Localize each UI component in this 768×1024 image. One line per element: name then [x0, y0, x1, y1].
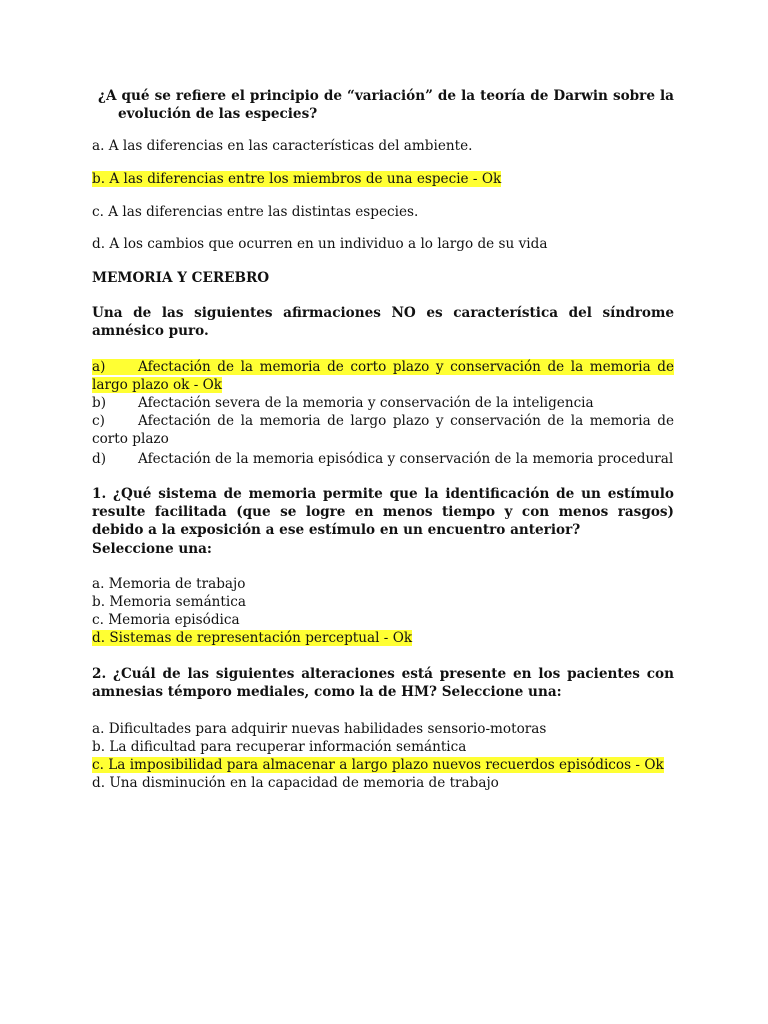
section-title: MEMORIA Y CEREBRO [92, 270, 270, 286]
option-label: c) [92, 413, 105, 429]
option-1-d [92, 629, 412, 647]
option-text: Afectación de la memoria episódica y conservación de la memoria procedural [138, 451, 674, 467]
highlight-correct: d. Sistemas de representación perceptual - Ok [92, 630, 413, 646]
option-2-b: b. La dificultad para recuperar información semántica [92, 739, 467, 755]
option-text: Afectación severa de la memoria y conservación de la inteligencia [138, 395, 594, 411]
question-amnesic: Una de las siguientes afirmaciones NO es característica del síndrome amnésico puro. [92, 305, 674, 339]
option-amnesic-a [92, 358, 674, 394]
option-amnesic-b [92, 394, 674, 412]
question-darwin: ¿A qué se refiere el principio de “variación” de la teoría de Darwin sobre la evolución de las especies? [98, 88, 674, 122]
option-1-b: b. Memoria semántica [92, 594, 246, 610]
question-1-prompt: Seleccione una: [92, 541, 212, 557]
option-text: Afectación de la memoria de largo plazo y conservación de la memoria de corto plazo [92, 413, 674, 447]
option-1-c: c. Memoria episódica [92, 612, 240, 628]
question-1: 1. ¿Qué sistema de memoria permite que la identificación de un estímulo resulte facilitada (que se logre en menos tiempo y con menos rasgos) debido a la exposición a ese estímulo en un encuentro anterior? [92, 486, 674, 538]
highlight-correct: c. La imposibilidad para almacenar a largo plazo nuevos recuerdos episódicos - Ok [92, 757, 664, 773]
option-darwin-b [92, 170, 501, 188]
option-darwin-d: d. A los cambios que ocurren en un individuo a lo largo de su vida [92, 236, 548, 252]
option-2-d: d. Una disminución en la capacidad de memoria de trabajo [92, 775, 499, 791]
option-darwin-a: a. A las diferencias en las características del ambiente. [92, 138, 473, 154]
question-2: 2. ¿Cuál de las siguientes alteraciones está presente en los pacientes con amnesias témporo mediales, como la de HM? Seleccione una: [92, 666, 674, 700]
option-amnesic-d [92, 450, 674, 468]
option-text: Afectación de la memoria de corto plazo y conservación de la memoria de largo plazo ok - Ok [92, 359, 674, 393]
option-label: d) [92, 451, 107, 467]
option-darwin-c: c. A las diferencias entre las distintas especies. [92, 204, 419, 220]
option-1-a: a. Memoria de trabajo [92, 576, 246, 592]
option-2-a: a. Dificultades para adquirir nuevas habilidades sensorio-motoras [92, 721, 547, 737]
highlight-correct: b. A las diferencias entre los miembros de una especie - Ok [92, 171, 502, 187]
option-label: b) [92, 395, 107, 411]
option-label: a) [92, 359, 106, 375]
option-2-c [92, 756, 664, 774]
option-amnesic-c [92, 412, 674, 448]
